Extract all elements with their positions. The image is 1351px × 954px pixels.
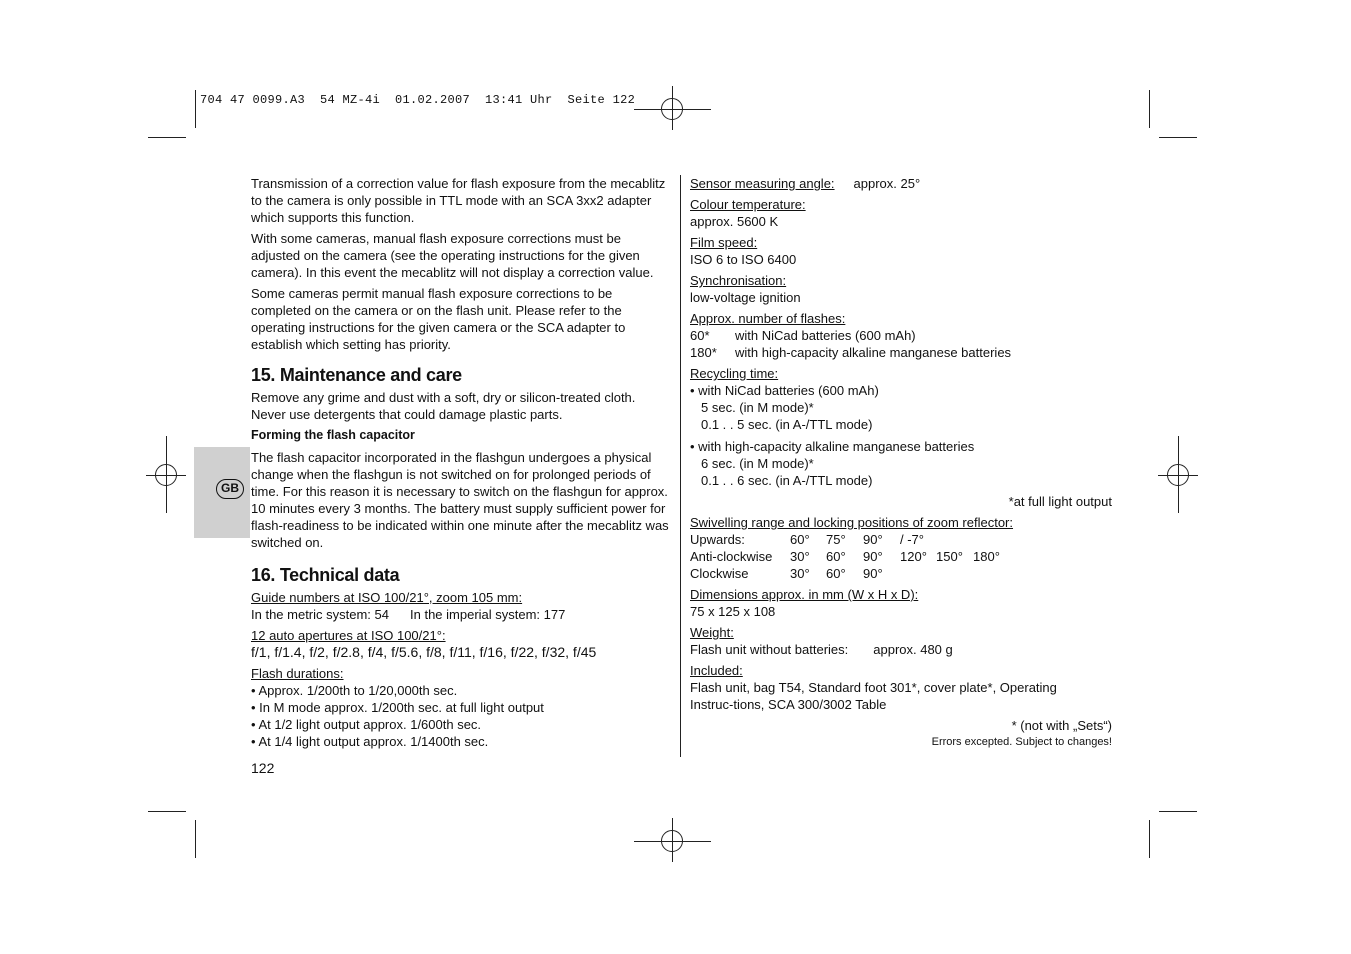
guide-imperial: In the imperial system: 177 xyxy=(410,607,566,622)
list-item: • with NiCad batteries (600 mAh) xyxy=(690,383,879,398)
sync-label: Synchronisation: xyxy=(690,273,787,288)
sync-value: low-voltage ignition xyxy=(690,290,801,305)
weight xyxy=(690,624,1112,658)
colour-label: Colour temperature: xyxy=(690,197,806,212)
dimensions xyxy=(690,586,1112,620)
guide-label: Guide numbers at ISO 100/21°, zoom 105 mm: xyxy=(251,590,523,605)
maintenance-text: Remove any grime and dust with a soft, dry or silicon-treated cloth. Never use detergents that could damage plastic parts. xyxy=(251,390,636,422)
apertures-label: 12 auto apertures at ISO 100/21°: xyxy=(251,628,446,643)
included-label: Included: xyxy=(690,663,743,678)
included-value: Flash unit, bag T54, Standard foot 301*, cover plate*, Operating Instruc-tions, SCA 300/3002 Table xyxy=(690,680,1057,712)
print-header: 704 47 0099.A3 54 MZ-4i 01.02.2007 13:41 Uhr Seite 122 xyxy=(200,93,636,107)
film-label: Film speed: xyxy=(690,235,758,250)
table-row: Upwards: 60° 75° 90° / -7° xyxy=(690,532,924,547)
right-column xyxy=(690,175,1112,751)
intro-paragraph: With some cameras, manual flash exposure corrections must be adjusted on the camera (see the operating instructions for the given camera). In this event the mecablitz will not display a correction value. xyxy=(251,231,654,280)
apertures-value: f/1, f/1.4, f/2, f/2.8, f/4, f/5.6, f/8, f/11, f/16, f/22, f/32, f/45 xyxy=(251,644,597,660)
weight-item: Flash unit without batteries: xyxy=(690,642,849,657)
list-item: • with high-capacity alkaline manganese batteries xyxy=(690,439,975,454)
weight-label: Weight: xyxy=(690,625,734,640)
maintenance-heading: 15. Maintenance and care xyxy=(251,365,462,385)
flash-durations xyxy=(251,665,671,750)
flashes-label: Approx. number of flashes: xyxy=(690,311,846,326)
dims-label: Dimensions approx. in mm (W x H x D): xyxy=(690,587,919,602)
colour-value: approx. 5600 K xyxy=(690,214,779,229)
sensor-angle xyxy=(690,175,1112,192)
recycling-label: Recycling time: xyxy=(690,366,779,381)
colour-temperature xyxy=(690,196,1112,230)
auto-apertures xyxy=(251,627,671,661)
weight-value: approx. 480 g xyxy=(873,642,953,657)
table-row: Anti-clockwise 30° 60° 90° 120° 150° 180° xyxy=(690,549,1000,564)
guide-metric: In the metric system: 54 xyxy=(251,607,389,622)
table-row: Clockwise 30° 60° 90° xyxy=(690,566,883,581)
included xyxy=(690,662,1112,713)
full-light-note: *at full light output xyxy=(1008,494,1112,509)
number-of-flashes xyxy=(690,310,1112,361)
capacitor-heading: Forming the flash capacitor xyxy=(251,428,415,442)
list-item: • At 1/2 light output approx. 1/600th sec. xyxy=(251,717,482,732)
guide-numbers xyxy=(251,589,671,623)
sensor-label: Sensor measuring angle: xyxy=(690,176,835,191)
list-item: 180* with high-capacity alkaline manganese batteries xyxy=(690,345,1012,360)
intro-paragraph: Transmission of a correction value for flash exposure from the mecablitz to the camera is only possible in TTL mode with an SCA 3xx2 adapter which supports this function. xyxy=(251,176,666,225)
dims-value: 75 x 125 x 108 xyxy=(690,604,776,619)
swivel-table xyxy=(690,531,1000,582)
list-item: 60* with NiCad batteries (600 mAh) xyxy=(690,328,916,343)
left-column xyxy=(251,175,671,754)
film-speed xyxy=(690,234,1112,268)
durations-label: Flash durations: xyxy=(251,666,344,681)
intro-paragraph: Some cameras permit manual flash exposure corrections to be completed on the camera or on the flash unit. Please refer to the operating instructions for the given camera or the SCA adapter to establish which setting has priority. xyxy=(251,286,626,352)
not-sets-note: * (not with „Sets“) xyxy=(1011,718,1112,733)
list-item: • In M mode approx. 1/200th sec. at full light output xyxy=(251,700,544,715)
column-divider xyxy=(680,175,681,757)
synchronisation xyxy=(690,272,1112,306)
recycling-time: Recycling time: • with NiCad batteries (600 mAh) 5 sec. (in M mode)* 0.1 . . 5 sec. (in A-/TTL mode) • with high-capacity alkaline manganese batteries 6 sec. (in M mode)* 0.1 . . 6 sec. (in A-/TTL mode) *at full light output xyxy=(690,366,1112,509)
film-value: ISO 6 to ISO 6400 xyxy=(690,252,797,267)
list-item: • At 1/4 light output approx. 1/1400th sec. xyxy=(251,734,489,749)
swivel-label: Swivelling range and locking positions of zoom reflector: xyxy=(690,515,1014,530)
errors-note: Errors excepted. Subject to changes! xyxy=(931,736,1112,748)
technical-data-heading: 16. Technical data xyxy=(251,565,400,585)
list-item: • Approx. 1/200th to 1/20,000th sec. xyxy=(251,683,458,698)
language-badge: GB xyxy=(216,479,244,499)
capacitor-text: The flash capacitor incorporated in the flashgun undergoes a physical change when the flashgun is not switched on for prolonged periods of time. For this reason it is necessary to switch on the flashgun for approx. 10 minutes every 3 months. The battery must supply sufficient power for flash-readiness to be indicated within one minute after the mecablitz was switched on. xyxy=(251,450,669,550)
sensor-value: approx. 25° xyxy=(853,176,921,191)
swivelling-range xyxy=(690,514,1112,582)
page-number: 122 xyxy=(251,760,275,776)
